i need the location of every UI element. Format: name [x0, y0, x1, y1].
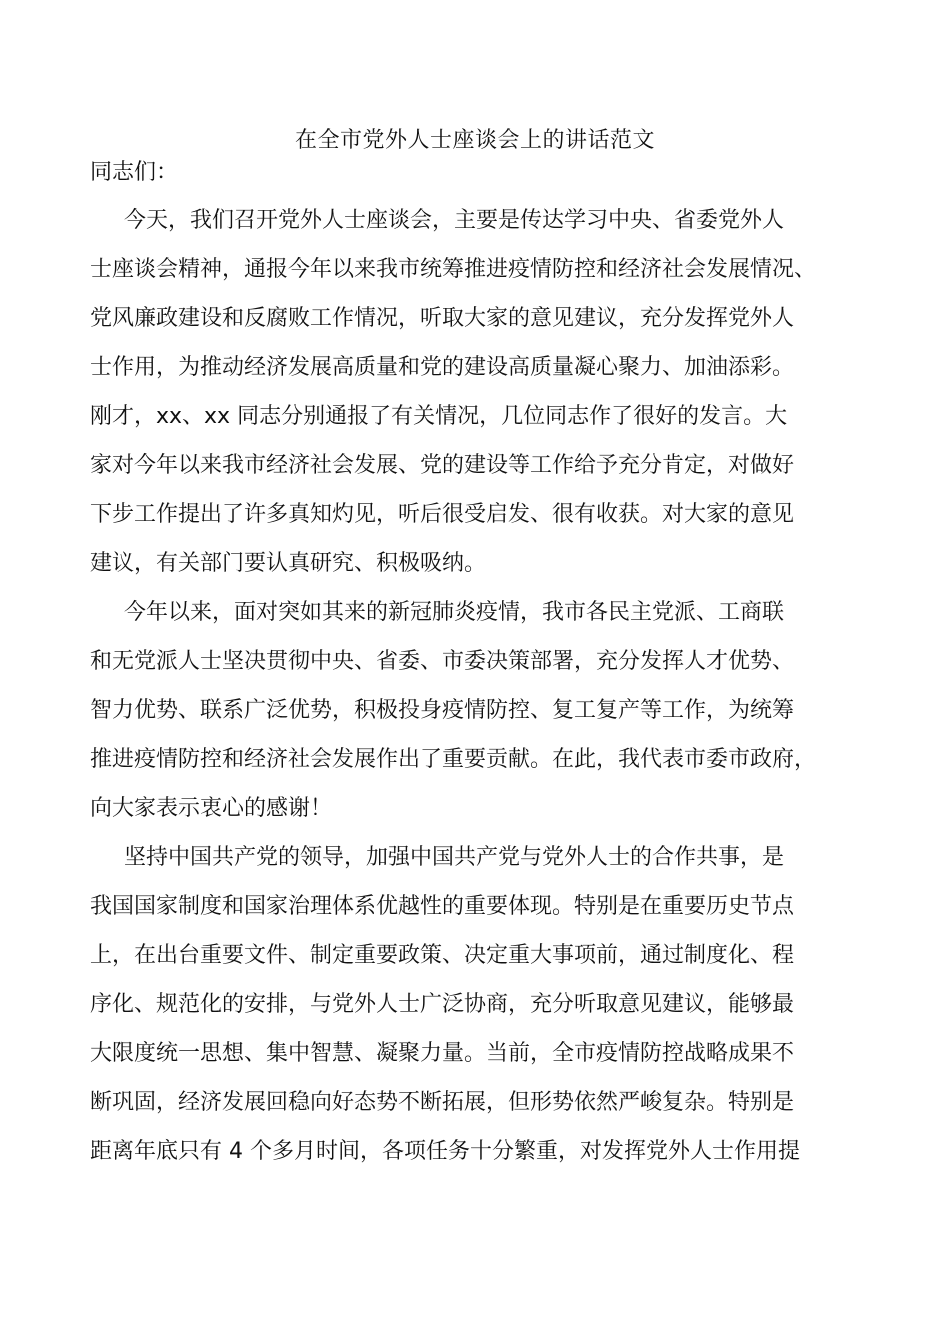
salutation: 同志们： — [90, 160, 179, 185]
text-line: 党风廉政建设和反腐败工作情况，听取大家的意见建议，充分发挥党外人 — [90, 306, 795, 331]
document-title: 在全市党外人士座谈会上的讲话范文 — [294, 128, 655, 153]
text-line: 坚持中国共产党的领导，加强中国共产党与党外人士的合作共事，是 — [124, 845, 785, 870]
text-line: 大限度统一思想、集中智慧、凝聚力量。当前，全市疫情防控战略成果不 — [90, 1041, 795, 1066]
text-line: 今天，我们召开党外人士座谈会，主要是传达学习中央、省委党外人 — [124, 208, 785, 233]
text-line: 士作用，为推动经济发展高质量和党的建设高质量凝心聚力、加油添彩。 — [90, 355, 795, 380]
text-line: 向大家表示衷心的感谢！ — [90, 796, 333, 821]
text-line: 家对今年以来我市经济社会发展、党的建设等工作给予充分肯定，对做好 — [90, 453, 795, 478]
text-line: 刚才，xx、xx 同志分别通报了有关情况，几位同志作了很好的发言。大 — [90, 404, 788, 429]
text-line: 推进疫情防控和经济社会发展作出了重要贡献。在此，我代表市委市政府， — [90, 747, 817, 772]
text-line: 我国国家制度和国家治理体系优越性的重要体现。特别是在重要历史节点 — [90, 894, 795, 919]
text-line: 距离年底只有 4 个多月时间，各项任务十分繁重，对发挥党外人士作用提 — [90, 1139, 800, 1164]
text-line: 断巩固，经济发展回稳向好态势不断拓展，但形势依然严峻复杂。特别是 — [90, 1090, 795, 1115]
text-line: 智力优势、联系广泛优势，积极投身疫情防控、复工复产等工作，为统筹 — [90, 698, 795, 723]
text-line: 和无党派人士坚决贯彻中央、省委、市委决策部署，充分发挥人才优势、 — [90, 649, 795, 674]
text-line: 建议，有关部门要认真研究、积极吸纳。 — [90, 551, 487, 576]
text-line: 下步工作提出了许多真知灼见，听后很受启发、很有收获。对大家的意见 — [90, 502, 795, 527]
text-line: 士座谈会精神，通报今年以来我市统筹推进疫情防控和经济社会发展情况、 — [90, 257, 817, 282]
text-line: 序化、规范化的安排，与党外人士广泛协商，充分听取意见建议，能够最 — [90, 992, 795, 1017]
text-line: 上，在出台重要文件、制定重要政策、决定重大事项前，通过制度化、程 — [90, 943, 795, 968]
text-line: 今年以来，面对突如其来的新冠肺炎疫情，我市各民主党派、工商联 — [124, 600, 785, 625]
